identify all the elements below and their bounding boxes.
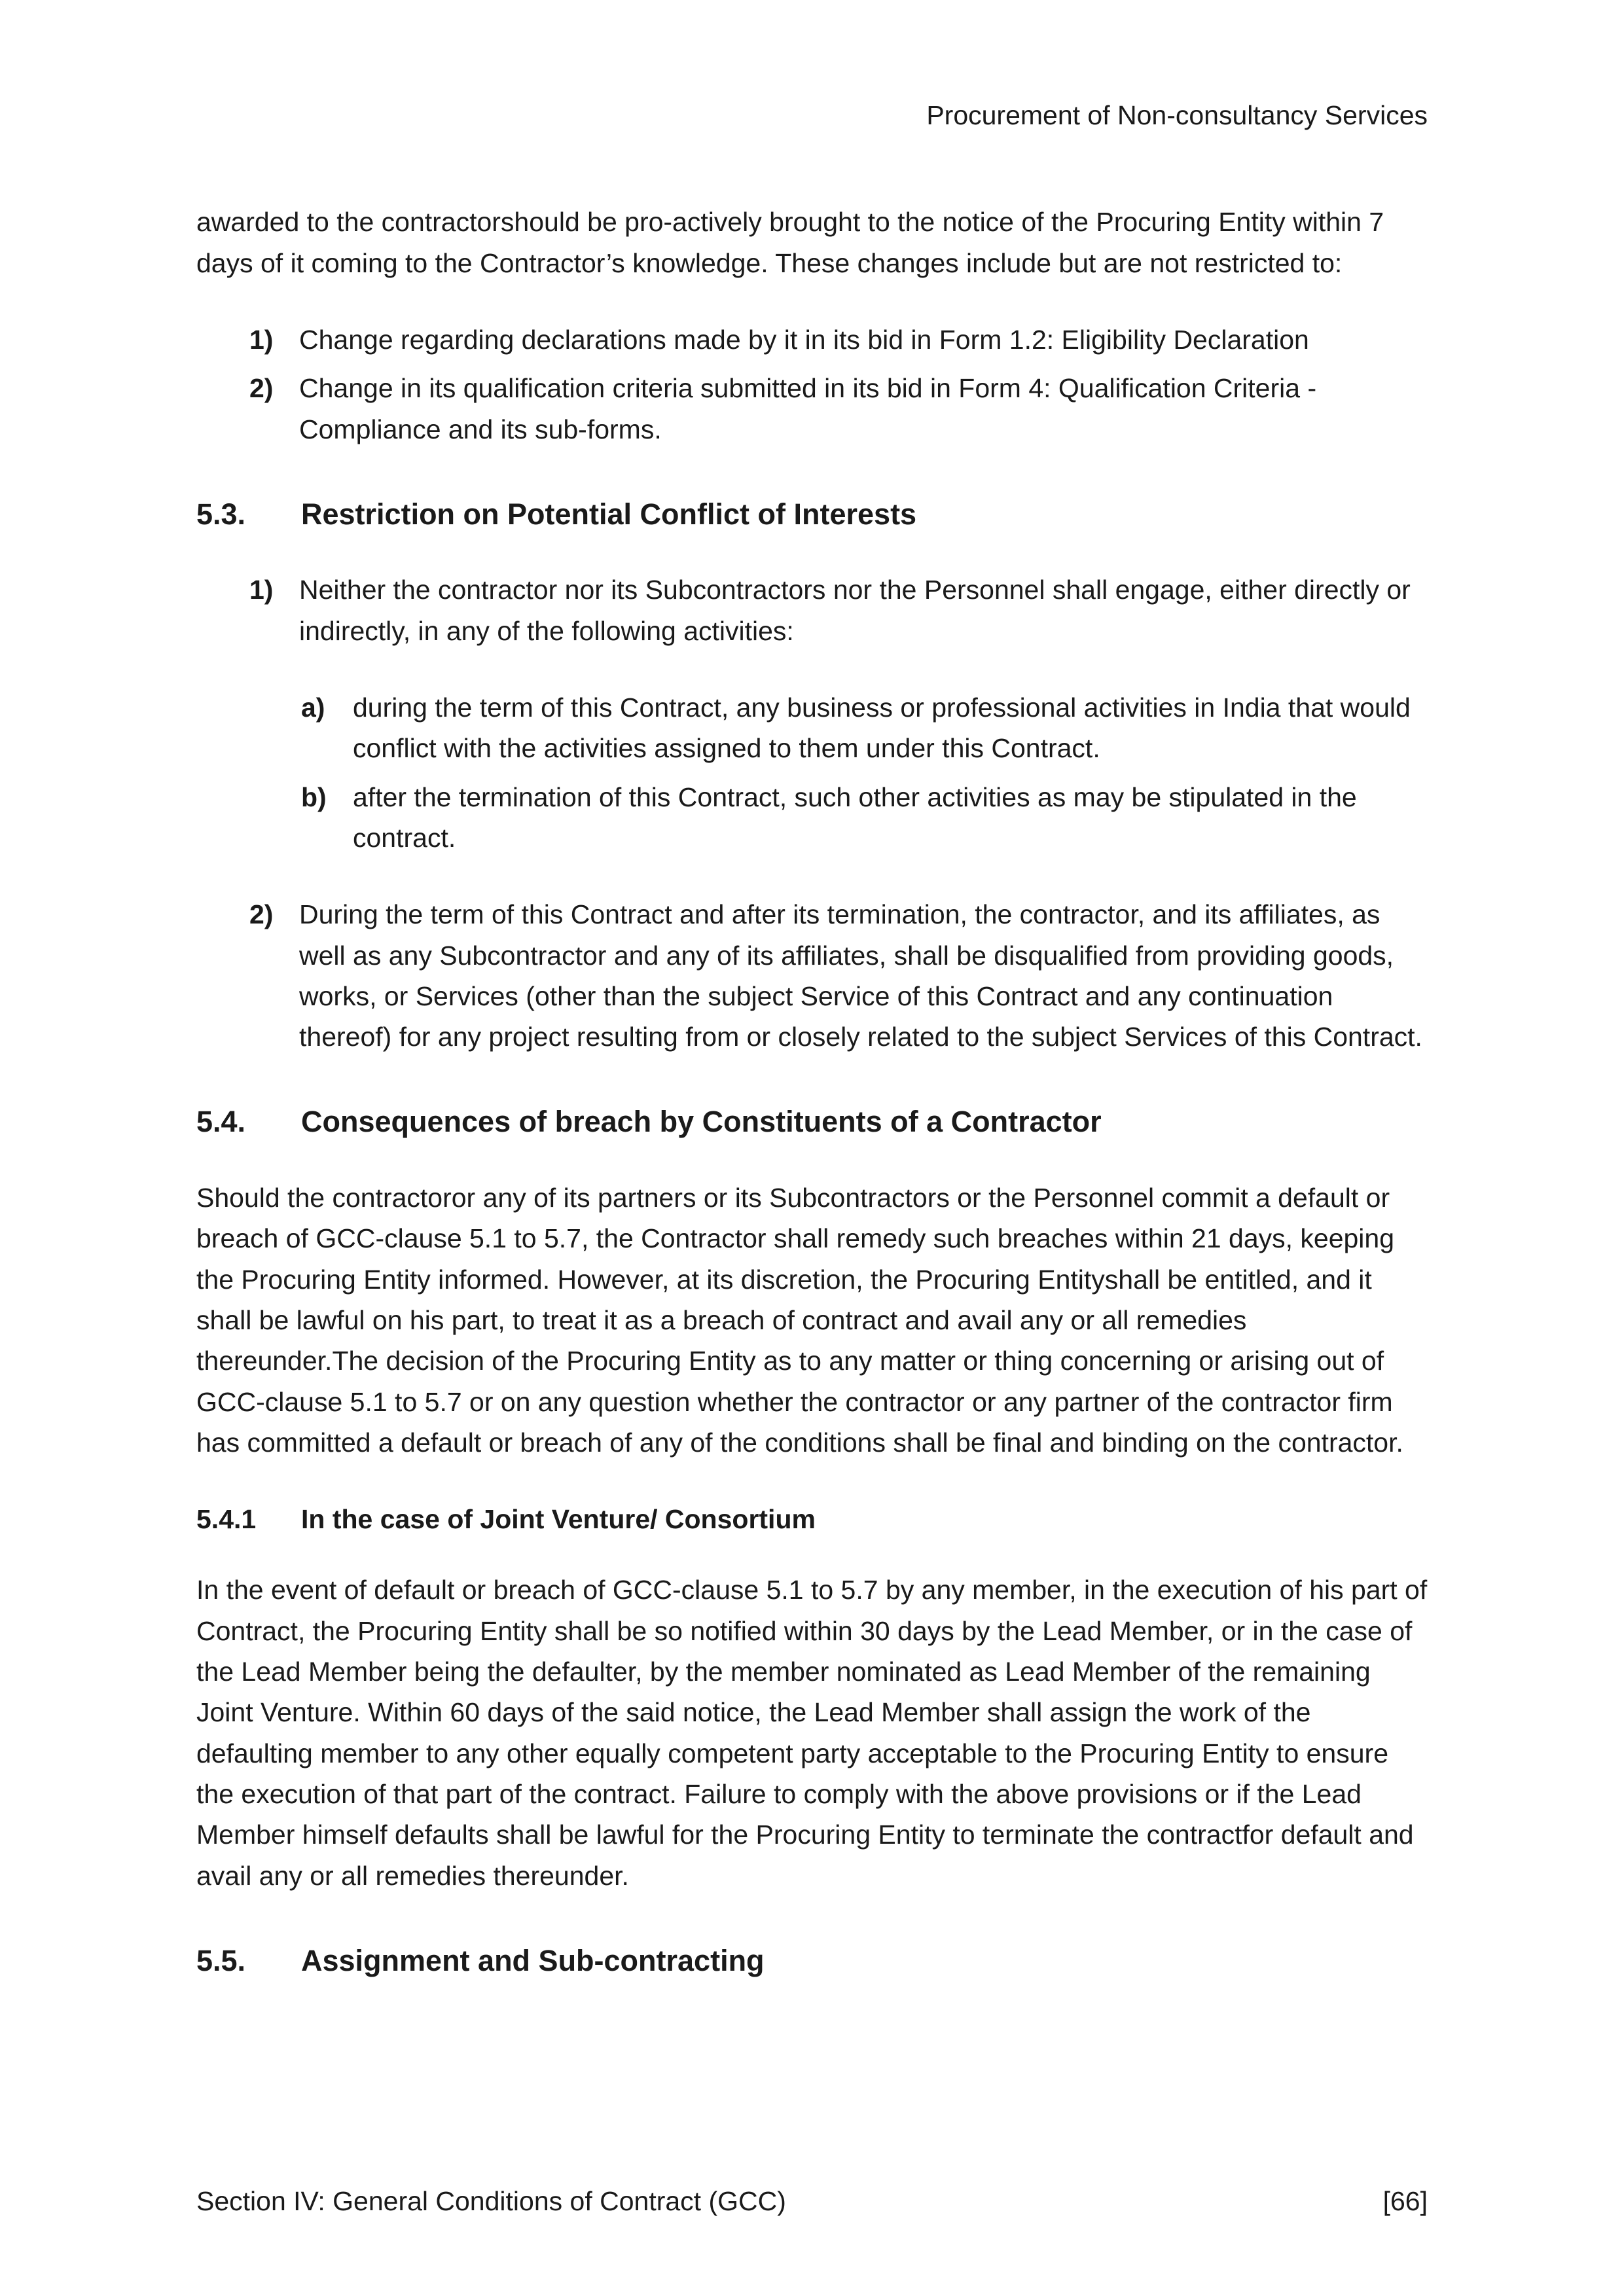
section-heading-5-4-1 [196, 1502, 1428, 1537]
list-item-text: Change in its qualification criteria submitted in its bid in Form 4: Qualification Criteria - Compliance and its sub-forms. [299, 373, 1317, 444]
list-marker: a) [301, 692, 325, 723]
heading-title: Assignment and Sub-contracting [301, 1943, 765, 1977]
list-item-text: after the termination of this Contract, such other activities as may be stipulated in the contract. [353, 781, 1357, 853]
list-item-text: during the term of this Contract, any business or professional activities in India that would conflict with the activities assigned to them under this Contract. [353, 692, 1411, 764]
footer-section-label: Section IV: General Conditions of Contract (GCC) [196, 2185, 786, 2216]
heading-number: 5.5. [196, 1943, 246, 1977]
heading-number: 5.3. [196, 497, 246, 531]
list-marker: 1) [249, 324, 274, 355]
list-marker: 2) [249, 899, 274, 930]
heading-title: Consequences of breach by Constituents of a Contractor [301, 1105, 1102, 1139]
changes-list [249, 319, 1428, 450]
heading-number: 5.4.1 [196, 1504, 257, 1535]
list-item [301, 687, 1428, 769]
page-header [196, 98, 1428, 133]
list-item [249, 319, 1428, 360]
list-item [301, 777, 1428, 859]
list-item [249, 894, 1428, 1057]
page-body [196, 202, 1428, 1980]
heading-title: Restriction on Potential Conflict of Interests [301, 497, 917, 531]
section-heading-5-5 [196, 1942, 1428, 1981]
header-title: Procurement of Non-consultancy Services [926, 100, 1428, 130]
list-item-text: Neither the contractor nor its Subcontractors nor the Personnel shall engage, either directly or indirectly, in any of the following activities: [299, 575, 1411, 646]
section-heading-5-3 [196, 495, 1428, 534]
section-heading-5-4 [196, 1103, 1428, 1141]
page-footer [196, 2184, 1428, 2219]
section-5-3-item-1 [249, 569, 1428, 651]
list-marker: b) [301, 781, 327, 812]
intro-paragraph: awarded to the contractorshould be pro-actively brought to the notice of the Procuring Entity within 7 days of it coming to the Contractor’s knowledge. These changes include but are not restricted to: [196, 207, 1384, 278]
section-5-3-sublist [301, 687, 1428, 858]
list-marker: 1) [249, 575, 274, 605]
section-5-3-item-2 [249, 894, 1428, 1057]
list-item [249, 569, 1428, 651]
footer-page-number: [66] [1382, 2185, 1428, 2216]
list-item-text: During the term of this Contract and after its termination, the contractor, and its affiliates, as well as any Subcontractor and any of its affiliates, shall be disqualified from providing goods, works, or Services (other than the subject Service of this Contract and any continuation thereof) for any project resulting from or closely related to the subject Services of this Contract. [299, 899, 1422, 1052]
list-item [249, 368, 1428, 450]
section-5-4-paragraph: Should the contractoror any of its partners or its Subcontractors or the Personnel commit a default or breach of GCC-clause 5.1 to 5.7, the Contractor shall remedy such breaches within 21 days, keeping the Procuring Entity informed. However, at its discretion, the Procuring Entityshall be entitled, and it shall be lawful on his part, to treat it as a breach of contract and avail any or all remedies thereunder.The decision of the Procuring Entity as to any matter or thing concerning or arising out of GCC-clause 5.1 to 5.7 or on any question whether the contractor or any partner of the contractor firm has committed a default or breach of any of the conditions shall be final and binding on the contractor. [196, 1182, 1403, 1458]
section-5-4-1-paragraph: In the event of default or breach of GCC-clause 5.1 to 5.7 by any member, in the execution of his part of Contract, the Procuring Entity shall be so notified within 30 days by the Lead Member, or in the case of the Lead Member being the defaulter, by the member nominated as Lead Member of the remaining Joint Venture. Within 60 days of the said notice, the Lead Member shall assign the work of the defaulting member to any other equally competent party acceptable to the Procuring Entity to ensure the execution of that part of the contract. Failure to comply with the above provisions or if the Lead Member himself defaults shall be lawful for the Procuring Entity to terminate the contractfor default and avail any or all remedies thereunder. [196, 1575, 1428, 1891]
heading-title: In the case of Joint Venture/ Consortium [301, 1504, 816, 1535]
list-marker: 2) [249, 373, 274, 404]
heading-number: 5.4. [196, 1105, 246, 1139]
list-item-text: Change regarding declarations made by it in its bid in Form 1.2: Eligibility Declaration [299, 324, 1309, 355]
